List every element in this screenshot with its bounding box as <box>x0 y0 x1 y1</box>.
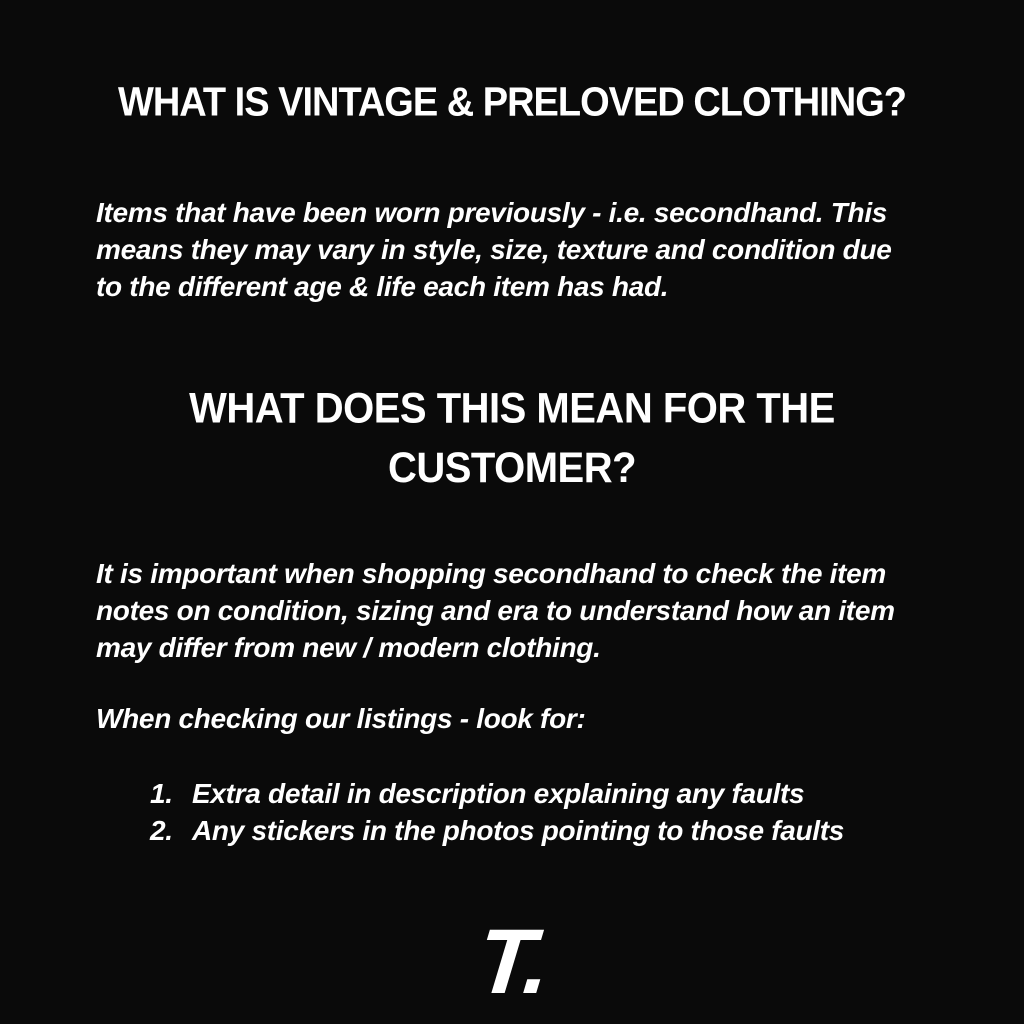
intro-line-1: Items that have been worn previously - i.e. secondhand. This <box>96 196 888 228</box>
body-line-2: notes on condition, sizing and era to understand how an item <box>96 594 895 626</box>
brand-logo-container <box>0 911 1024 1013</box>
checklist-item <box>150 775 1024 812</box>
body-line-3: may differ from new / modern clothing. <box>96 631 601 663</box>
section-subheading <box>0 379 1024 498</box>
page-title: WHAT IS VINTAGE & PRELOVED CLOTHING? <box>117 79 907 126</box>
checklist-item-number: 2. <box>150 814 173 846</box>
checklist-item-text: Extra detail in description explaining any faults <box>192 777 805 809</box>
body-line-1: It is important when shopping secondhand to check the item <box>96 557 887 589</box>
body-paragraph <box>0 555 1024 666</box>
checklist-item-text: Any stickers in the photos pointing to those faults <box>192 814 845 846</box>
checklist-item <box>150 812 1024 849</box>
checklist <box>0 775 1024 849</box>
intro-line-3: to the different age & life each item has had. <box>96 270 669 302</box>
checklist-item-number: 1. <box>150 777 173 809</box>
brand-logo: T. <box>472 911 552 1013</box>
subheading-line-2: CUSTOMER? <box>387 444 637 492</box>
listings-intro: When checking our listings - look for: <box>96 702 586 734</box>
intro-paragraph <box>0 194 1024 305</box>
intro-line-2: means they may vary in style, size, texture and condition due <box>96 233 892 265</box>
subheading-line-1: WHAT DOES THIS MEAN FOR THE <box>189 385 835 432</box>
